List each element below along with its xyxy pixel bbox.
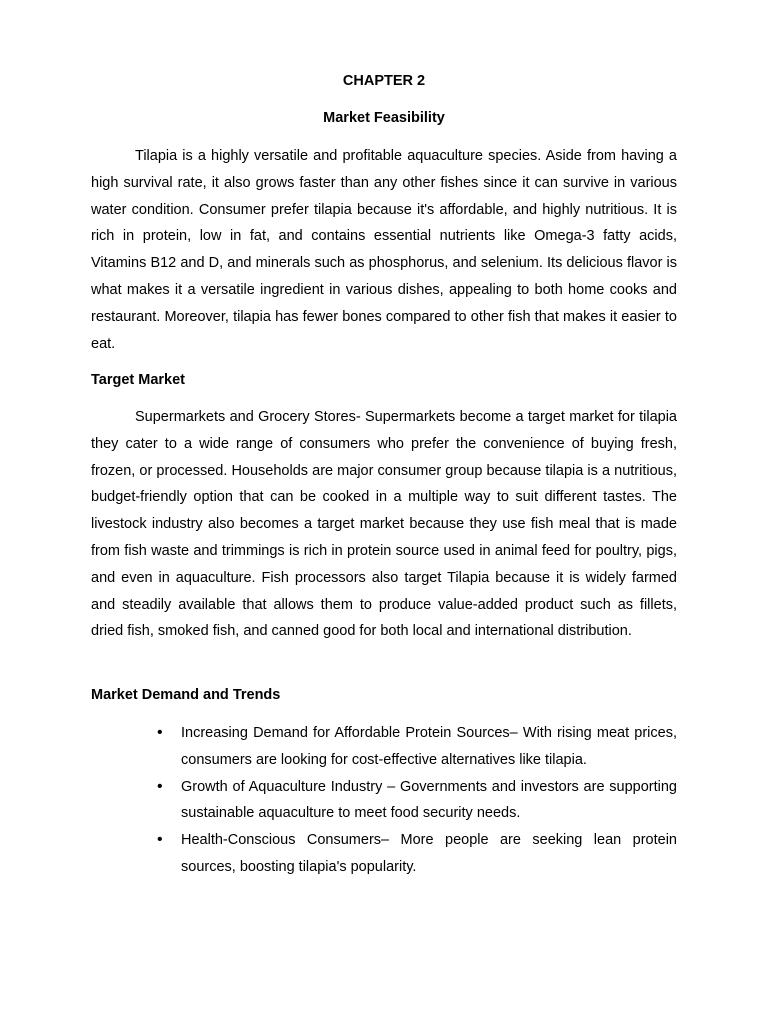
bullet-icon: •	[157, 724, 163, 741]
list-item-text: Increasing Demand for Affordable Protein Sources– With rising meat prices, consumers are looking for cost-effective alternatives like tilapia.	[181, 725, 677, 768]
list-item-text: Health-Conscious Consumers– More people are seeking lean protein sources, boosting tilapia's popularity.	[181, 832, 677, 875]
target-market-heading: Target Market	[91, 372, 186, 388]
list-item	[91, 720, 677, 774]
market-demand-list	[91, 720, 677, 881]
section-title: Market Feasibility	[323, 110, 445, 126]
target-market-paragraph: Supermarkets and Grocery Stores- Supermarkets become a target market for tilapia they cater to a wide range of consumers who prefer the convenience of buying fresh, frozen, or processed. Households are major consumer group because tilapia is a nutritious, budget-friendly option that can be cooked in a multiple way to suit different tastes. The livestock industry also becomes a target market because they use fish meal that is made from fish waste and trimmings is rich in protein source used in animal feed for poultry, pigs, and even in aquaculture. Fish processors also target Tilapia because it is widely farmed and steadily available that allows them to produce value-added product such as fillets, dried fish, smoked fish, and canned good for both local and international distribution.	[91, 409, 677, 640]
list-item	[91, 827, 677, 881]
list-item	[91, 774, 677, 828]
market-demand-heading: Market Demand and Trends	[91, 687, 281, 703]
intro-paragraph: Tilapia is a highly versatile and profitable aquaculture species. Aside from having a high survival rate, it also grows faster than any other fishes since it can survive in various water condition. Consumer prefer tilapia because it's affordable, and highly nutritious. It is rich in protein, low in fat, and contains essential nutrients like Omega-3 fatty acids, Vitamins B12 and D, and minerals such as phosphorus, and selenium. Its delicious flavor is what makes it a versatile ingredient in various dishes, appealing to both home cooks and restaurant. Moreover, tilapia has fewer bones compared to other fish that makes it easier to eat.	[91, 148, 677, 352]
bullet-icon: •	[157, 777, 163, 795]
chapter-title: CHAPTER 2	[342, 73, 426, 89]
bullet-icon: •	[157, 831, 163, 849]
list-item-text: Growth of Aquaculture Industry – Governments and investors are supporting sustainable aquaculture to meet food security needs.	[181, 778, 677, 822]
